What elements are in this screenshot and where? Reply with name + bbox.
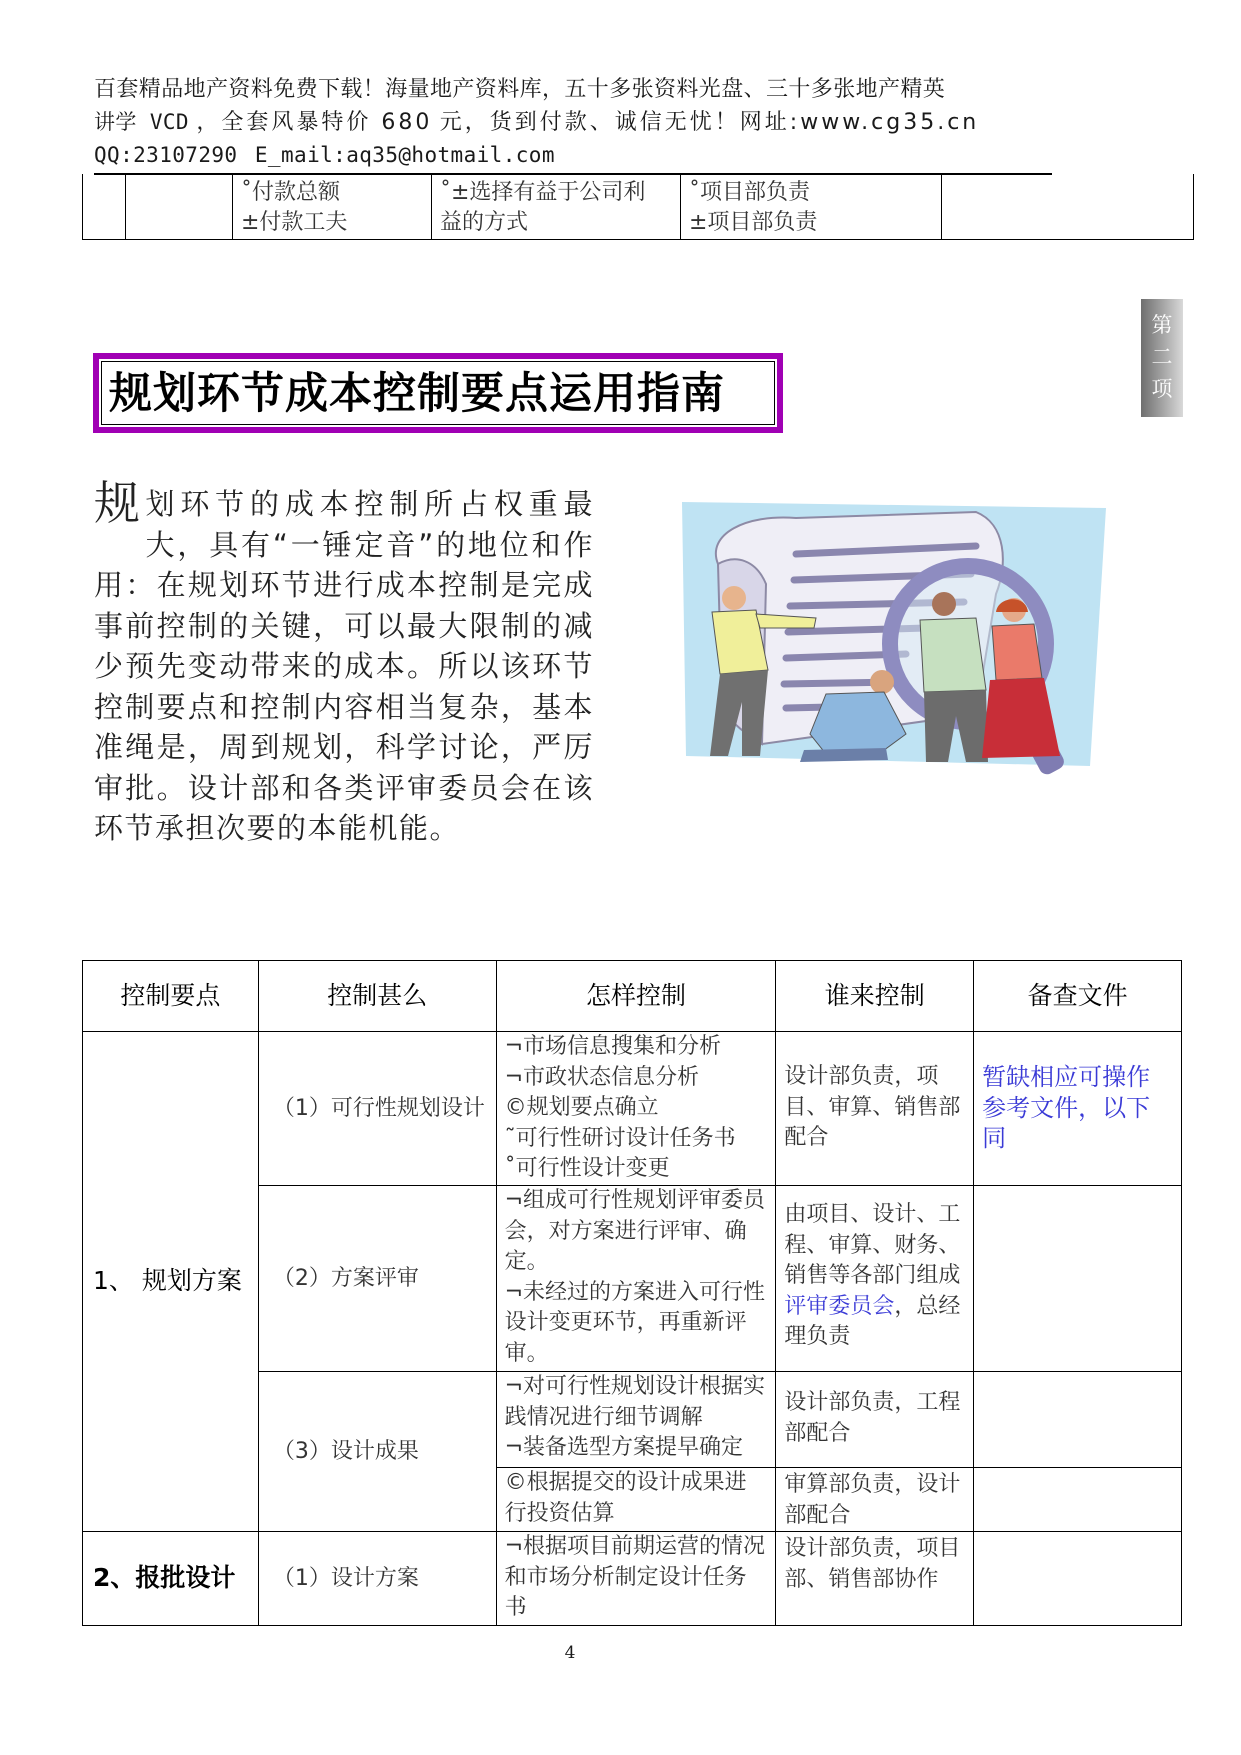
cell-line: ˚项目部负责 bbox=[689, 180, 811, 205]
table-cell bbox=[233, 174, 432, 240]
table-row bbox=[83, 1532, 1182, 1626]
control-point-cell: 1、 规划方案 bbox=[83, 1032, 259, 1532]
control-item-cell: （2）方案评审 bbox=[258, 1186, 496, 1372]
who-cell: 设计部负责，工程部配合 bbox=[776, 1372, 974, 1468]
reference-cell bbox=[974, 1532, 1182, 1626]
table-header-row bbox=[83, 961, 1182, 1032]
control-item-cell: （1）设计方案 bbox=[258, 1532, 496, 1626]
header-line-2 bbox=[94, 106, 1054, 139]
column-header: 控制甚么 bbox=[258, 961, 496, 1032]
table-cell bbox=[681, 174, 942, 240]
cell-line: ˚±选择有益于公司利 bbox=[440, 180, 646, 205]
control-point-cell: 2、报批设计 bbox=[83, 1532, 259, 1626]
table-cell bbox=[83, 174, 126, 240]
how-line: ˜可行性研讨设计任务书 bbox=[504, 1125, 736, 1151]
reference-cell bbox=[974, 1186, 1182, 1372]
who-cell bbox=[776, 1186, 974, 1372]
who-cell: 设计部负责，项目、审算、销售部配合 bbox=[776, 1032, 974, 1186]
header-line-1: 百套精品地产资料免费下载！海量地产资料库，五十多张资料光盘、三十多张地产精英 bbox=[94, 77, 946, 102]
reference-cell bbox=[974, 1468, 1182, 1532]
review-committee-text: 评审委员会 bbox=[784, 1293, 895, 1319]
table-cell bbox=[126, 174, 233, 240]
how-text: ¬未经过的方案进入可行性设计变更环节，再重新评审。 bbox=[504, 1279, 766, 1366]
header-line-2-part-a: 讲学 VCD bbox=[94, 110, 189, 134]
header-line-3 bbox=[94, 139, 1054, 172]
reference-cell: 暂缺相应可操作参考文件，以下同 bbox=[974, 1032, 1182, 1186]
how-cell bbox=[496, 1032, 776, 1186]
how-line: ¬市政状态信息分析 bbox=[504, 1064, 700, 1090]
how-text: ¬组成可行性规划评审委员会，对方案进行评审、确定。 bbox=[504, 1188, 766, 1274]
how-line: ˚可行性设计变更 bbox=[504, 1156, 670, 1181]
header-email: E_mail:aq35@hotmail.com bbox=[254, 143, 555, 167]
clipart-illustration bbox=[676, 494, 1116, 834]
column-header: 备查文件 bbox=[974, 961, 1182, 1032]
who-text: 由项目、设计、工程、审算、财务、销售等各部门组成 bbox=[784, 1202, 961, 1288]
header-qq: QQ:23107290 bbox=[94, 143, 238, 167]
control-item-cell: （3）设计成果 bbox=[258, 1372, 496, 1532]
who-cell: 审算部负责，设计部配合 bbox=[776, 1468, 974, 1532]
column-header: 控制要点 bbox=[83, 961, 259, 1032]
who-cell: 设计部负责，项目部、销售部协作 bbox=[776, 1532, 974, 1626]
drop-cap: 规 bbox=[94, 476, 142, 530]
column-header: 谁来控制 bbox=[776, 961, 974, 1032]
intro-text: 划环节的成本控制所占权重最大，具有“一锤定音”的地位和作用：在规划环节进行成本控制是完成事前控制的关键，可以最大限制的减少预先变动带来的成本。所以该环节控制要点和控制内容相当复杂，基本准绳是，周到规划，科学讨论，严厉审批。设计部和各类评审委员会在该环节承担次要的本能机能。 bbox=[94, 487, 594, 845]
intro-paragraph bbox=[94, 476, 594, 849]
how-cell bbox=[496, 1372, 776, 1468]
side-tab-char: 项 bbox=[1151, 377, 1173, 401]
table-row bbox=[83, 1032, 1182, 1186]
page-number: 4 bbox=[564, 1643, 576, 1663]
how-cell bbox=[496, 1186, 776, 1372]
cell-line: ˚付款总额 bbox=[241, 180, 341, 205]
table-row bbox=[83, 174, 1194, 240]
reference-cell bbox=[974, 1372, 1182, 1468]
how-cell: ©根据提交的设计成果进行投资估算 bbox=[496, 1468, 776, 1532]
side-tab-char: 二 bbox=[1151, 345, 1173, 369]
page-header bbox=[94, 74, 1054, 172]
control-points-table bbox=[82, 960, 1182, 1626]
header-line-2-part-c: 元，货到付款、诚信无忧！网址:www.cg35.cn bbox=[439, 110, 980, 135]
who-text: ，总经理负责 bbox=[784, 1293, 961, 1349]
cell-line: ±项目部负责 bbox=[689, 210, 818, 235]
table-cell bbox=[432, 174, 681, 240]
section-title: 规划环节成本控制要点运用指南 bbox=[109, 369, 725, 419]
table-cell bbox=[942, 174, 1194, 240]
section-side-tab bbox=[1141, 299, 1183, 417]
cell-line: 益的方式 bbox=[440, 210, 529, 235]
how-line: ©规划要点确立 bbox=[504, 1095, 659, 1120]
side-tab-char: 第 bbox=[1151, 313, 1173, 337]
how-text: ¬对可行性规划设计根据实践情况进行细节调解 bbox=[504, 1374, 766, 1430]
how-text: ¬装备选型方案提早确定 bbox=[504, 1435, 744, 1460]
how-line: ¬市场信息搜集和分析 bbox=[504, 1034, 722, 1059]
how-cell: ¬根据项目前期运营的情况和市场分析制定设计任务书 bbox=[496, 1532, 776, 1626]
top-table-fragment bbox=[82, 174, 1194, 240]
cell-line: ±付款工夫 bbox=[241, 210, 348, 235]
control-item-cell: （1）可行性规划设计 bbox=[258, 1032, 496, 1186]
header-line-2-part-b: ，全套风暴特价 680 bbox=[196, 110, 433, 135]
column-header: 怎样控制 bbox=[496, 961, 776, 1032]
section-title-box bbox=[93, 353, 783, 433]
